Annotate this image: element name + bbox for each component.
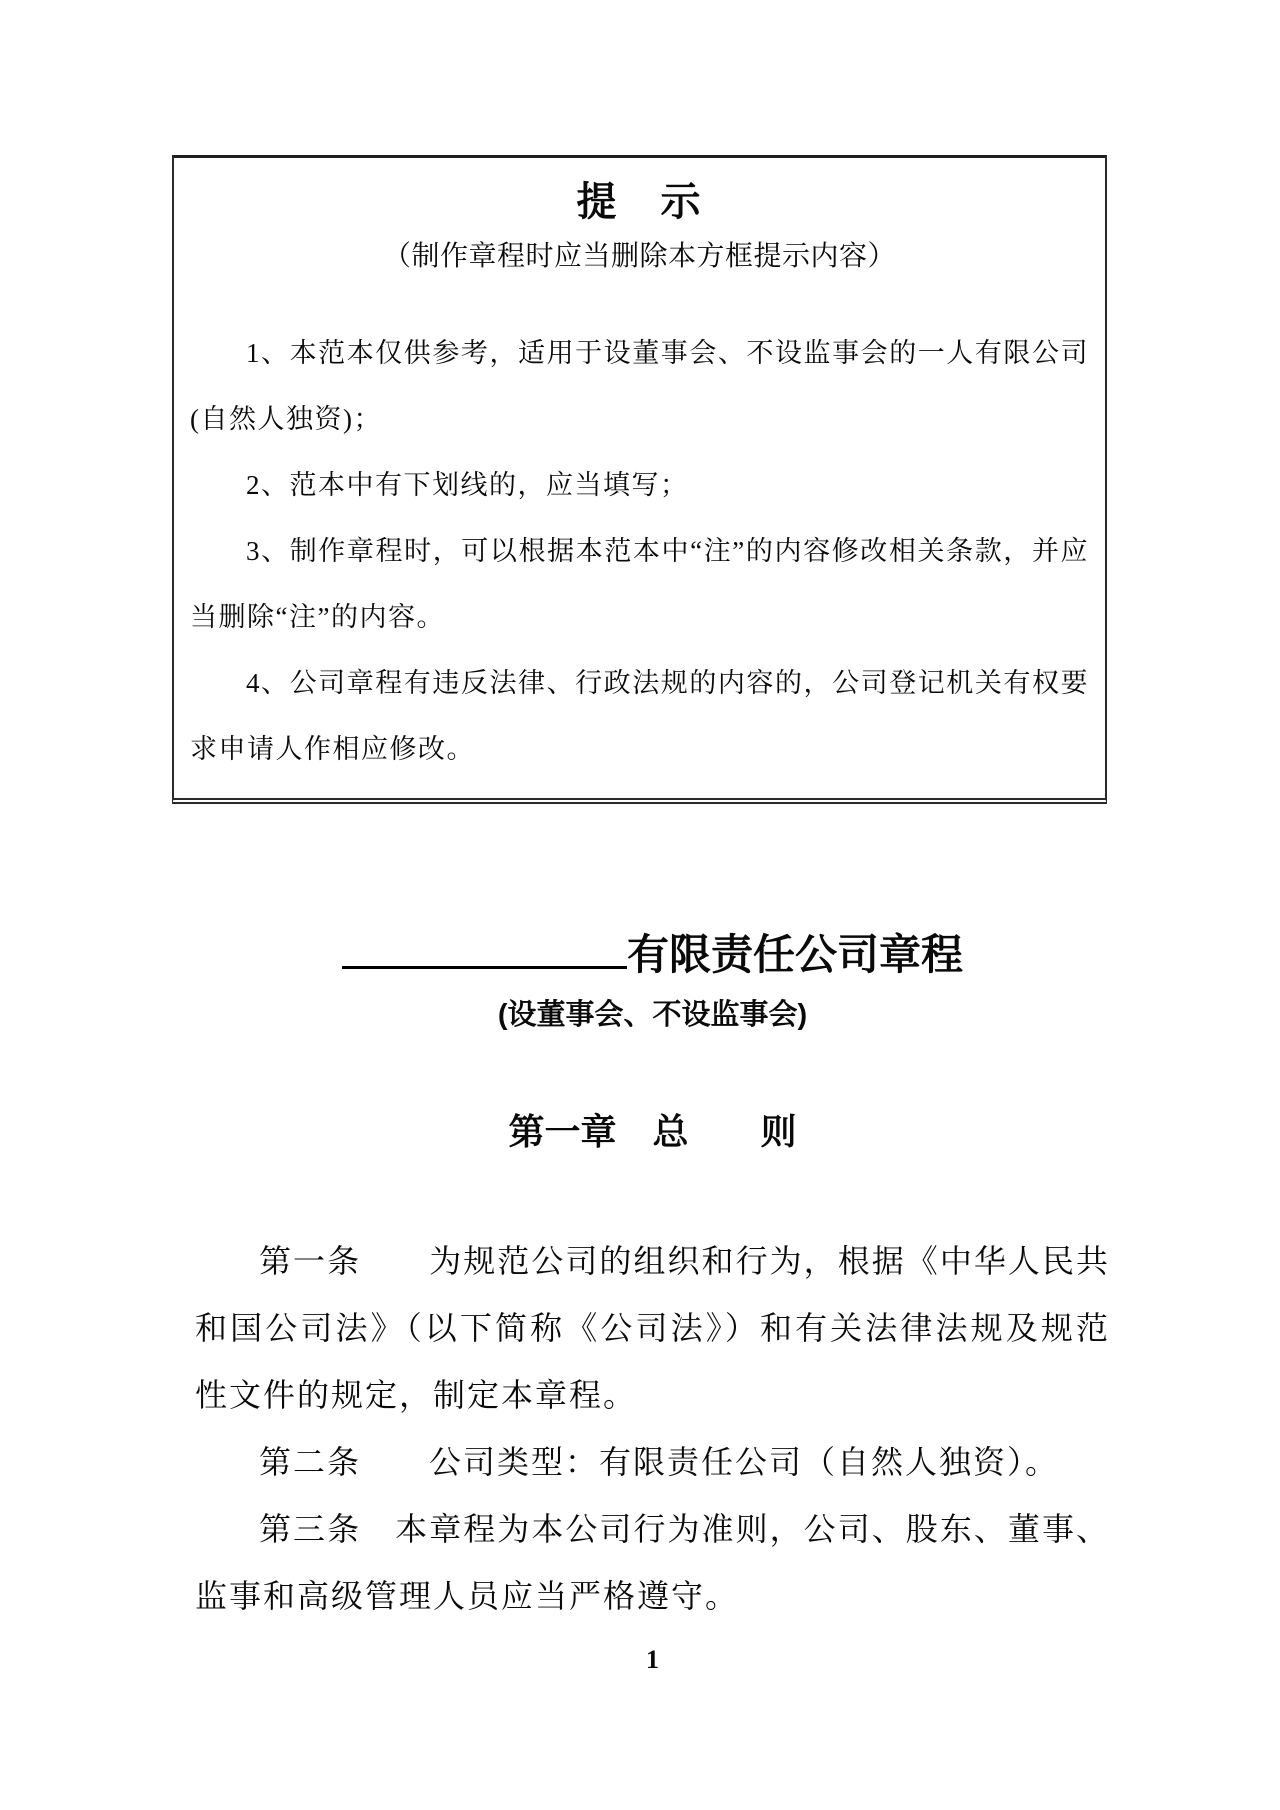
notice-item-4: 4、公司章程有违反法律、行政法规的内容的，公司登记机关有权要求申请人作相应修改。 xyxy=(190,668,1089,764)
notice-box xyxy=(172,155,1107,804)
article-2: 第二条 公司类型：有限责任公司（自然人独资）。 xyxy=(259,1444,1060,1480)
document-title-row xyxy=(195,926,1110,983)
notice-item-3: 3、制作章程时，可以根据本范本中“注”的内容修改相关条款，并应当删除“注”的内容。 xyxy=(190,536,1089,632)
articles-section xyxy=(195,1228,1110,1630)
chapter-heading: 第一章 总 则 xyxy=(508,1111,797,1152)
notice-item-2: 2、范本中有下划线的，应当填写； xyxy=(246,470,689,500)
notice-heading: 提 示 xyxy=(576,179,703,224)
page-number: 1 xyxy=(646,1645,659,1674)
notice-item-list xyxy=(190,320,1089,782)
notice-subheading: （制作章程时应当删除本方框提示内容） xyxy=(382,241,896,272)
notice-item-1: 1、本范本仅供参考，适用于设董事会、不设监事会的一人有限公司(自然人独资)； xyxy=(190,338,1089,434)
document-title: 有限责任公司章程 xyxy=(626,930,963,978)
company-name-blank-underline xyxy=(342,926,627,969)
document-subtitle: (设董事会、不设监事会) xyxy=(497,999,808,1031)
article-1: 第一条 为规范公司的组织和行为，根据《中华人民共和国公司法》（以下简称《公司法》）和有关法律法规及规范性文件的规定，制定本章程。 xyxy=(195,1243,1110,1413)
article-3: 第三条 本章程为本公司行为准则，公司、股东、董事、监事和高级管理人员应当严格遵守。 xyxy=(195,1511,1110,1614)
